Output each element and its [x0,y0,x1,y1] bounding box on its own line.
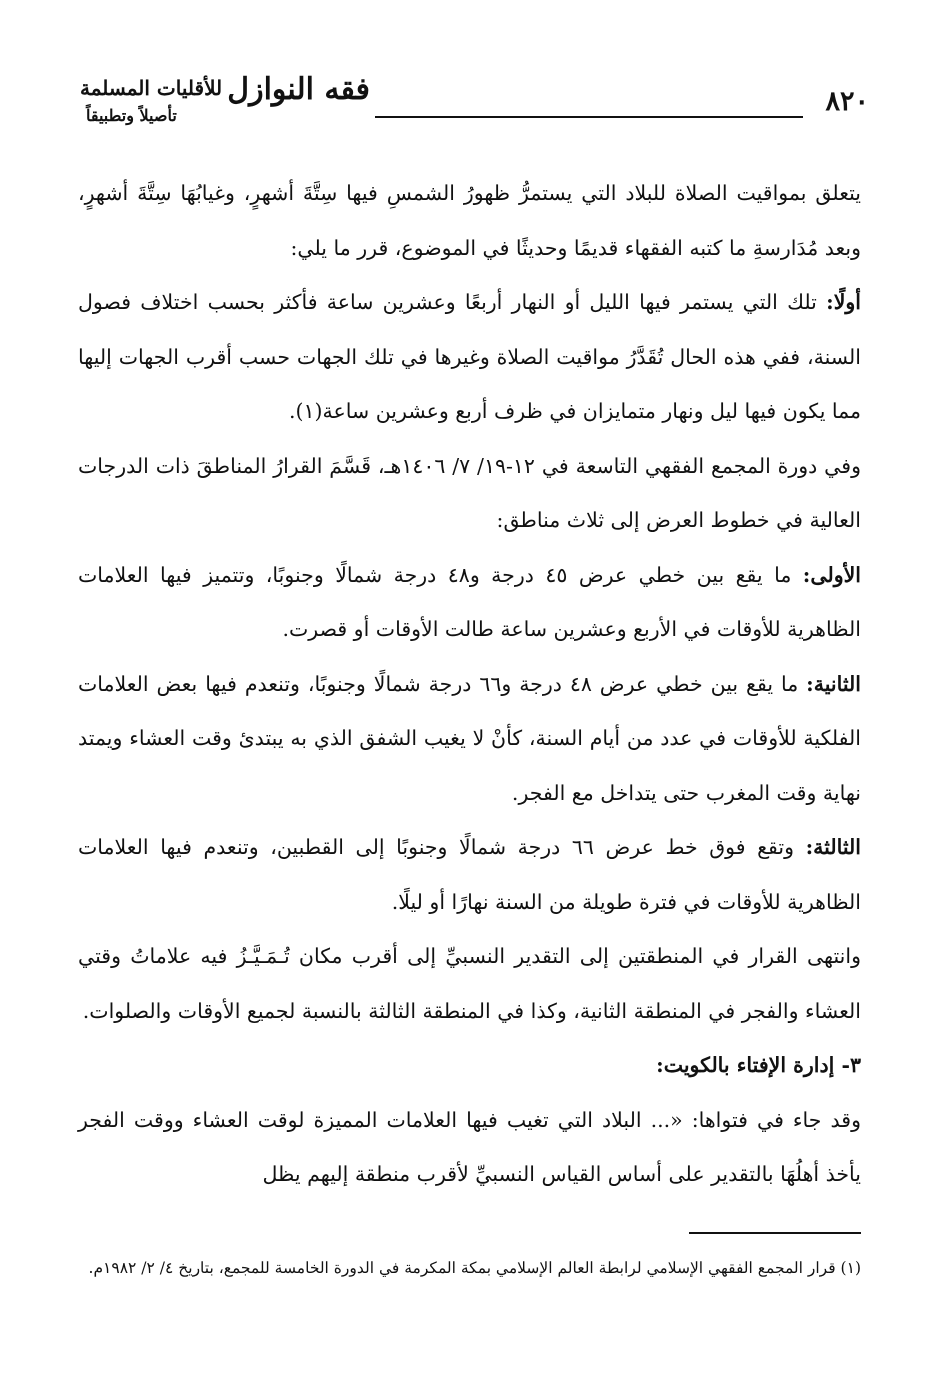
paragraph-lead: الأولى: [802,562,861,587]
paragraph-lead: أولًا: [826,290,861,314]
paragraph-text: تلك التي يستمر فيها الليل أو النهار أربعًا وعشرين ساعة فأكثر بحسب اختلاف فصول السنة، ففي هذه الحال تُقَدَّرُ مواقيت الصلاة وغيرها في تلك الجهات حسب أقرب الجهات إليها مما يكون فيها ليل ونهار متمايزان في ظرف أربع وعشرين ساعة(١). [78,290,861,423]
header-rule [375,116,803,118]
book-title-main: فقه النوازل [227,72,370,107]
page-number: ٨٢٠ [825,86,869,117]
paragraph: يتعلق بمواقيت الصلاة للبلاد التي يستمرُّ ظهورُ الشمسِ فيها سِتَّةَ أشهرٍ، وغيابُهَا سِتَّةَ أشهرٍ، وبعد مُدَارسةِ ما كتبه الفقهاء قديمًا وحديثًا في الموضوع، قرر ما يلي: [78,181,861,260]
main-text [78,166,861,1202]
footnote-text: (١) قرار المجمع الفقهي الإسلامي لرابطة العالم الإسلامي بمكة المكرمة في الدورة الخامسة للمجمع، بتاريخ ٤/ ٢/ ١٩٨٢م. [88,1259,861,1277]
running-header [80,70,869,140]
paragraph: وقد جاء في فتواها: «... البلاد التي تغيب فيها العلامات المميزة لوقت العشاء ووقت الفجر يأخذ أهلُهَا بالتقدير على أساس القياس النسبيِّ لأقرب منطقة إليهم يظل [78,1107,861,1186]
book-title-side: للأقليات المسلمة [80,76,223,100]
section-heading: ٣- إدارة الإفتاء بالكويت: [656,1053,861,1077]
paragraph: وفي دورة المجمع الفقهي التاسعة في ١٢-١٩/ ٧/ ١٤٠٦هـ، قَسَّمَ القرارُ المناطقَ ذات الدرجات العالية في خطوط العرض إلى ثلاث مناطق: [78,453,861,532]
paragraph [78,275,861,439]
book-subtitle: تأصيلاً وتطبيقاً [86,106,177,125]
paragraph-text: ما يقع بين خطي عرض ٤٥ درجة و٤٨ درجة شمالًا وجنوبًا، وتتميز فيها العلامات الظاهرية للأوقات في الأربع وعشرين ساعة طالت الأوقات أو قصرت. [78,562,861,641]
paragraph: وانتهى القرار في المنطقتين إلى التقدير النسبيِّ إلى أقرب مكان تُـمَـيَّـزُ فيه علاماتُ وقتي العشاء والفجر في المنطقة الثانية، وكذا في المنطقة الثالثة بالنسبة لجميع الأوقات والصلوات. [78,944,861,1023]
footnote-rule [689,1232,861,1234]
paragraph-lead: الثالثة: [805,835,861,859]
paragraph-text: ما يقع بين خطي عرض ٤٨ درجة و٦٦ درجة شمالًا وجنوبًا، وتنعدم فيها بعض العلامات الفلكية للأوقات في عدد من أيام السنة، كأنْ لا يغيب الشفق الذي به يبتدئ وقت العشاء ويمتد نهاية وقت المغرب حتى يتداخل مع الفجر. [78,671,861,805]
footnote [78,1250,861,1286]
paragraph [78,548,861,657]
paragraph [78,657,861,821]
paragraph [78,820,861,929]
paragraph-text: وتقع فوق خط عرض ٦٦ درجة شمالًا وجنوبًا إلى القطبين، وتنعدم فيها العلامات الظاهرية للأوقات في فترة طويلة من السنة نهارًا أو ليلًا. [78,835,861,914]
paragraph-lead: الثانية: [806,671,861,696]
book-title-logo [80,70,370,140]
